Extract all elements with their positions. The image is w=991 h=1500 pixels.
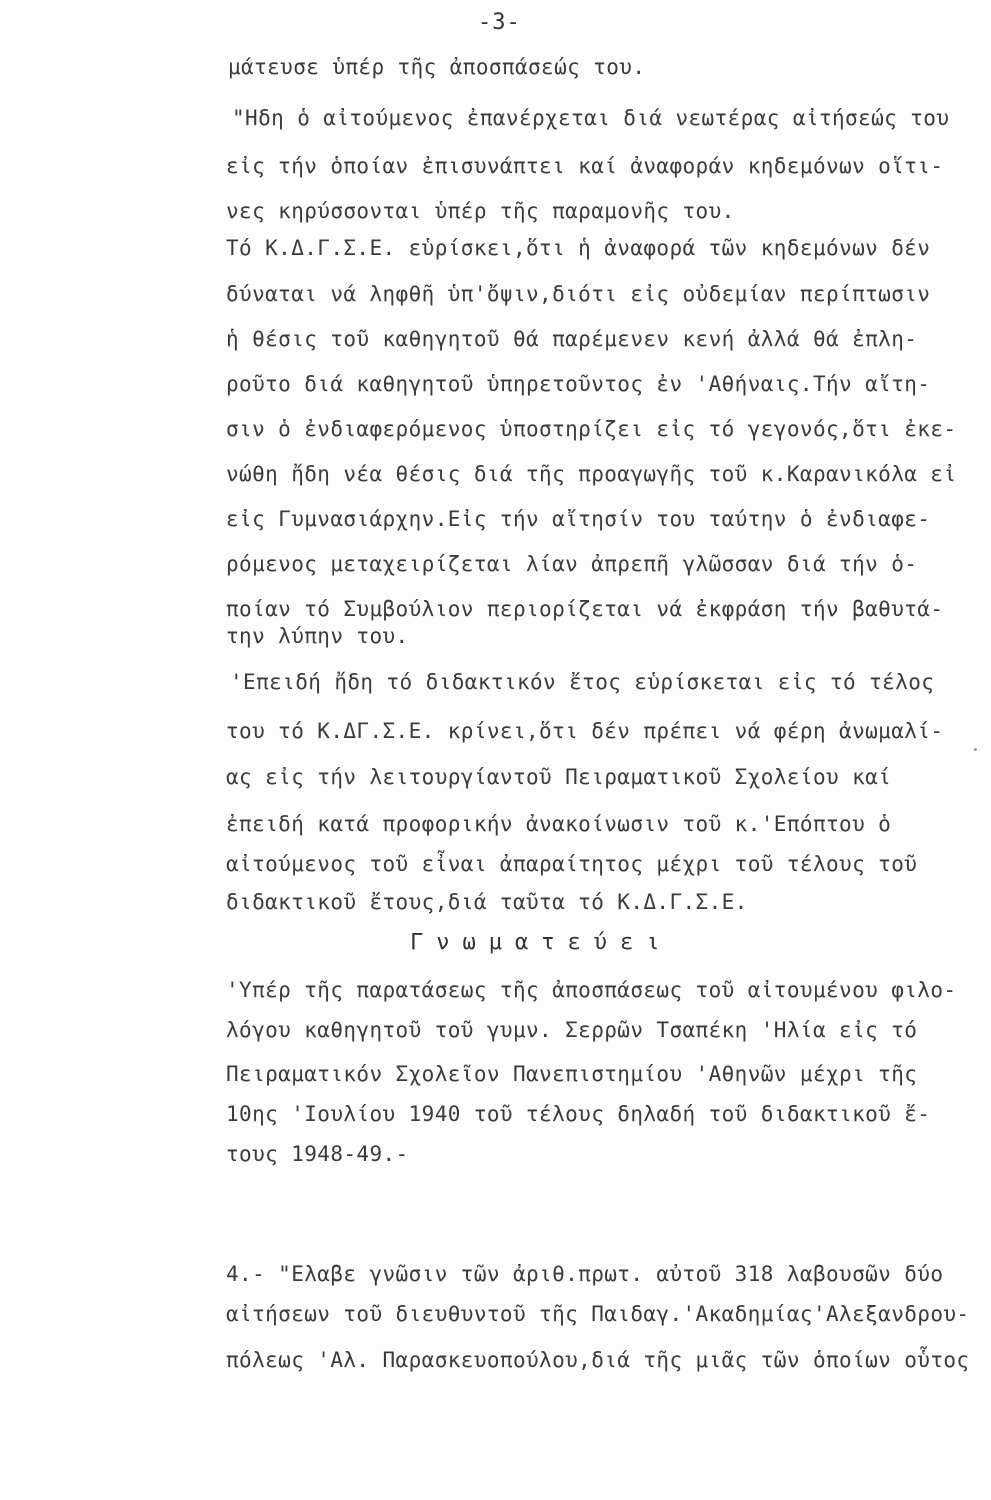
- text-line: Πειραματικόν Σχολεῖον Πανεπιστημίου 'Αθηνῶν μέχρι τῆς: [226, 1062, 918, 1086]
- text-line: μάτευσε ὑπέρ τῆς ἀποσπάσεώς του.: [228, 55, 646, 79]
- text-line: λόγου καθηγητοῦ τοῦ γυμν. Σερρῶν Τσαπέκη 'Ηλία εἰς τό: [226, 1018, 918, 1042]
- text-line: ροῦτο διά καθηγητοῦ ὑπηρετοῦντος ἐν 'Αθήναις.Τήν αἴτη-: [226, 372, 931, 396]
- text-line: 'Υπέρ τῆς παρατάσεως τῆς ἀποσπάσεως τοῦ αἰτουμένου φιλο-: [226, 978, 957, 1002]
- text-line: δύναται νά ληφθῆ ὑπ'ὄψιν,διότι εἰς οὐδεμίαν περίπτωσιν: [226, 282, 931, 306]
- text-line: του τό Κ.ΔΓ.Σ.Ε. κρίνει,ὅτι δέν πρέπει νά φέρη ἀνωμαλί-: [226, 719, 944, 743]
- text-line: Τό Κ.Δ.Γ.Σ.Ε. εὑρίσκει,ὅτι ἡ ἀναφορά τῶν κηδεμόνων δέν: [226, 236, 931, 260]
- text-line: νες κηρύσσονται ὑπέρ τῆς παραμονῆς του.: [226, 199, 735, 223]
- text-line: ρόμενος μεταχειρίζεται λίαν ἀπρεπῆ γλῶσσαν διά τήν ὁ-: [226, 552, 918, 576]
- text-line: ποίαν τό Συμβούλιον περιορίζεται νά ἐκφράση τήν βαθυτά-: [226, 597, 944, 621]
- text-line: "Ηδη ὁ αἰτούμενος ἐπανέρχεται διά νεωτέρας αἰτήσεώς του: [232, 106, 950, 130]
- text-line: 'Επειδή ἤδη τό διδακτικόν ἔτος εὑρίσκεται εἰς τό τέλος: [230, 670, 935, 694]
- text-line: διδακτικοῦ ἔτους,διά ταῦτα τό Κ.Δ.Γ.Σ.Ε.: [226, 890, 748, 914]
- text-line: αἰτήσεων τοῦ διευθυντοῦ τῆς Παιδαγ.'Ακαδημίας'Αλεξανδρου-: [226, 1302, 970, 1326]
- text-line: 10ης 'Ιουλίου 1940 τοῦ τέλους δηλαδή τοῦ διδακτικοῦ ἔ-: [226, 1102, 931, 1126]
- text-line: αἰτούμενος τοῦ εἶναι ἀπαραίτητος μέχρι τοῦ τέλους τοῦ: [226, 852, 918, 876]
- text-line: ας εἰς τήν λειτουργίαντοῦ Πειραματικοῦ Σχολείου καί: [226, 765, 892, 789]
- margin-dot: [974, 748, 977, 751]
- text-line: τους 1948-49.-: [226, 1142, 409, 1166]
- text-line: σιν ὁ ἐνδιαφερόμενος ὑποστηρίζει εἰς τό γεγονός,ὅτι ἐκε-: [226, 417, 957, 441]
- text-line: πόλεως 'Αλ. Παρασκευοπούλου,διά τῆς μιᾶς τῶν ὁποίων οὗτος: [226, 1348, 970, 1372]
- text-line: ἐπειδή κατά προφορικήν ἀνακοίνωσιν τοῦ κ.'Επόπτου ὁ: [226, 812, 892, 836]
- section-heading: Γνωματεύει: [410, 930, 673, 955]
- text-line: ἡ θέσις τοῦ καθηγητοῦ θά παρέμενεν κενή ἀλλά θά ἐπλη-: [226, 327, 918, 351]
- text-line: την λύπην του.: [226, 624, 409, 648]
- text-line: 4.- "Ελαβε γνῶσιν τῶν ἀριθ.πρωτ. αὐτοῦ 318 λαβουσῶν δύο: [226, 1262, 944, 1286]
- text-line: νώθη ἤδη νέα θέσις διά τῆς προαγωγῆς τοῦ κ.Καρανικόλα εἰ: [226, 462, 957, 486]
- text-line: εἰς Γυμνασιάρχην.Εἰς τήν αἴτησίν του ταύτην ὁ ἐνδιαφε-: [226, 507, 931, 531]
- text-line: εἰς τήν ὁποίαν ἐπισυνάπτει καί ἀναφοράν κηδεμόνων οἵτι-: [226, 154, 944, 178]
- page-number: -3-: [478, 10, 521, 35]
